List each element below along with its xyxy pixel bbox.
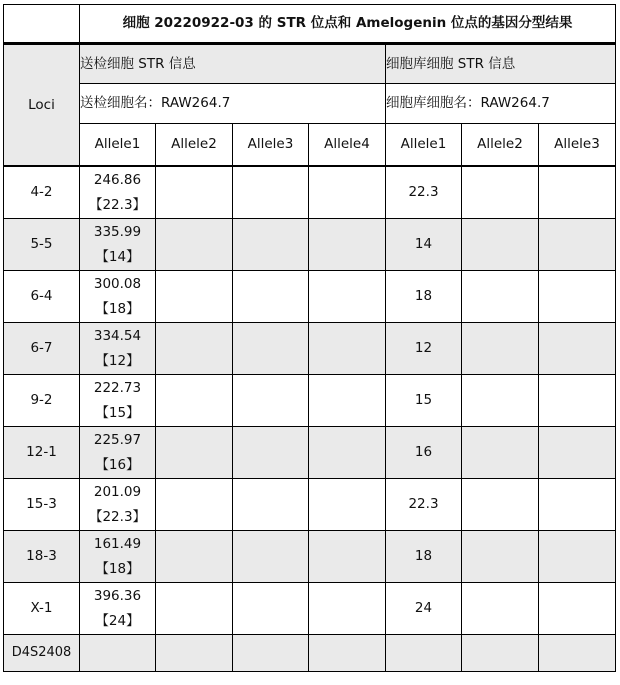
submitted-allele4-cell (309, 427, 386, 479)
submitted-allele3-cell (233, 427, 309, 479)
fragment-size: 335.99 (93, 223, 142, 240)
library-allele2-cell (462, 219, 539, 271)
library-allele1-cell: 24 (386, 583, 462, 635)
submitted-allele1-cell (80, 219, 156, 271)
submitted-allele3-cell (233, 375, 309, 427)
library-allele1-cell: 14 (386, 219, 462, 271)
allele-call: 【16】 (95, 456, 140, 473)
submitted-allele3-cell (233, 323, 309, 375)
empty-cell (386, 635, 462, 672)
library-allele1-cell: 18 (386, 531, 462, 583)
library-allele3-cell (539, 219, 616, 271)
genotype-sheet (3, 4, 616, 672)
empty-cell (462, 635, 539, 672)
library-allele2-cell (462, 271, 539, 323)
allele-call: 【22.3】 (88, 196, 147, 213)
empty-cell (309, 635, 386, 672)
library-allele2-cell (462, 427, 539, 479)
submitted-allele1-cell (80, 479, 156, 531)
submitted-allele4-cell (309, 219, 386, 271)
submitted-allele2-cell (156, 166, 233, 219)
submitted-allele4-cell (309, 323, 386, 375)
table-title: 细胞 20220922-03 的 STR 位点和 Amelogenin 位点的基因分型结果 (80, 5, 616, 44)
library-allele1-cell: 22.3 (386, 166, 462, 219)
fragment-size: 396.36 (93, 587, 142, 604)
submitted-allele2-cell (156, 479, 233, 531)
submitted-allele2-cell (156, 583, 233, 635)
library-allele1-cell: 22.3 (386, 479, 462, 531)
submitted-allele4-header: Allele4 (309, 124, 386, 167)
allele-call: 【22.3】 (88, 508, 147, 525)
empty-cell (156, 635, 233, 672)
library-allele3-cell (539, 323, 616, 375)
library-allele2-cell (462, 531, 539, 583)
submitted-allele3-cell (233, 219, 309, 271)
fragment-size: 201.09 (93, 483, 142, 500)
submitted-allele1-cell (80, 531, 156, 583)
library-allele1-cell: 12 (386, 323, 462, 375)
submitted-allele2-cell (156, 531, 233, 583)
submitted-allele3-header: Allele3 (233, 124, 309, 167)
fragment-size: 246.86 (93, 171, 142, 188)
locus-cell: 4-2 (4, 166, 80, 219)
table-row (4, 427, 616, 479)
allele-call: 【18】 (95, 560, 140, 577)
submitted-allele3-cell (233, 479, 309, 531)
library-cell-name: 细胞库细胞名：RAW264.7 (386, 84, 616, 124)
empty-cell (539, 635, 616, 672)
table-row (4, 635, 616, 672)
fragment-size: 161.49 (93, 535, 142, 552)
library-allele2-cell (462, 375, 539, 427)
library-allele3-cell (539, 375, 616, 427)
library-allele3-cell (539, 271, 616, 323)
submitted-allele1-cell (80, 427, 156, 479)
loci-header: Loci (4, 44, 80, 167)
locus-cell: X-1 (4, 583, 80, 635)
submitted-allele3-cell (233, 271, 309, 323)
submitted-allele2-cell (156, 219, 233, 271)
table-row (4, 219, 616, 271)
library-allele2-header: Allele2 (462, 124, 539, 167)
submitted-allele2-cell (156, 271, 233, 323)
locus-cell: D4S2408 (4, 635, 80, 672)
library-allele1-cell: 18 (386, 271, 462, 323)
allele-call: 【18】 (95, 300, 140, 317)
submitted-allele1-cell (80, 271, 156, 323)
submitted-allele3-cell (233, 531, 309, 583)
submitted-allele1-cell (80, 323, 156, 375)
table-row (4, 583, 616, 635)
table-row (4, 323, 616, 375)
table-row (4, 479, 616, 531)
locus-cell: 5-5 (4, 219, 80, 271)
library-allele2-cell (462, 583, 539, 635)
fragment-size: 222.73 (93, 379, 142, 396)
library-allele1-header: Allele1 (386, 124, 462, 167)
submitted-allele4-cell (309, 531, 386, 583)
locus-cell: 6-4 (4, 271, 80, 323)
library-allele3-cell (539, 166, 616, 219)
library-allele3-cell (539, 427, 616, 479)
submitted-allele1-header: Allele1 (80, 124, 156, 167)
library-allele2-cell (462, 479, 539, 531)
submitted-group-header: 送检细胞 STR 信息 (80, 44, 386, 84)
submitted-allele4-cell (309, 583, 386, 635)
fragment-size: 225.97 (93, 431, 142, 448)
cell-name-row (4, 84, 616, 124)
submitted-allele3-cell (233, 166, 309, 219)
submitted-allele2-cell (156, 323, 233, 375)
submitted-allele1-cell (80, 166, 156, 219)
table-row (4, 531, 616, 583)
submitted-allele2-header: Allele2 (156, 124, 233, 167)
locus-cell: 6-7 (4, 323, 80, 375)
allele-call: 【24】 (95, 612, 140, 629)
fragment-size: 334.54 (93, 327, 142, 344)
allele-call: 【14】 (95, 248, 140, 265)
empty-cell (80, 635, 156, 672)
library-allele2-cell (462, 323, 539, 375)
table-row (4, 166, 616, 219)
submitted-allele2-cell (156, 427, 233, 479)
group-header-row (4, 44, 616, 84)
submitted-allele1-cell (80, 583, 156, 635)
submitted-allele1-cell (80, 375, 156, 427)
allele-call: 【15】 (95, 404, 140, 421)
empty-cell (233, 635, 309, 672)
submitted-allele4-cell (309, 271, 386, 323)
str-genotype-table (3, 4, 616, 672)
submitted-allele4-cell (309, 479, 386, 531)
title-row (4, 5, 616, 44)
allele-call: 【12】 (95, 352, 140, 369)
library-allele1-cell: 15 (386, 375, 462, 427)
library-allele3-cell (539, 479, 616, 531)
submitted-allele4-cell (309, 166, 386, 219)
submitted-allele2-cell (156, 375, 233, 427)
title-corner-cell (4, 5, 80, 44)
submitted-allele4-cell (309, 375, 386, 427)
locus-cell: 12-1 (4, 427, 80, 479)
library-allele2-cell (462, 166, 539, 219)
submitted-cell-name: 送检细胞名：RAW264.7 (80, 84, 386, 124)
fragment-size: 300.08 (93, 275, 142, 292)
table-row (4, 375, 616, 427)
submitted-allele3-cell (233, 583, 309, 635)
table-row (4, 271, 616, 323)
library-allele3-header: Allele3 (539, 124, 616, 167)
locus-cell: 18-3 (4, 531, 80, 583)
allele-header-row (4, 124, 616, 167)
locus-cell: 9-2 (4, 375, 80, 427)
library-allele3-cell (539, 531, 616, 583)
library-allele1-cell: 16 (386, 427, 462, 479)
locus-cell: 15-3 (4, 479, 80, 531)
library-allele3-cell (539, 583, 616, 635)
library-group-header: 细胞库细胞 STR 信息 (386, 44, 616, 84)
